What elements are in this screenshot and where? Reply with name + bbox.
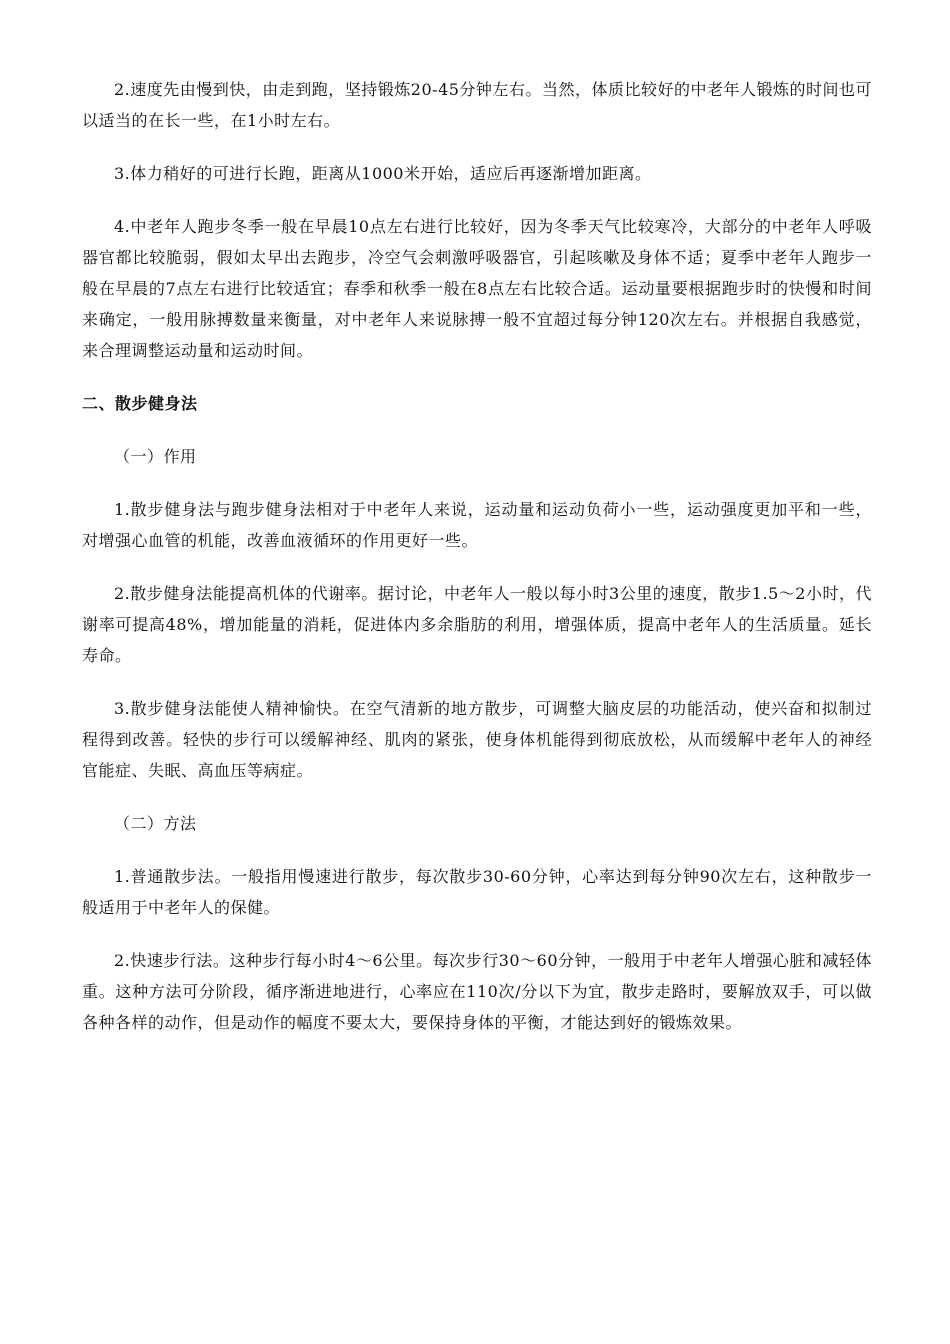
- section-heading-walking: 二、散步健身法: [82, 394, 198, 413]
- paragraph-method-2: 2.快速步行法。这种步行每小时4～6公里。每次步行30～60分钟，一般用于中老年人增强心脏和减轻体重。这种方法可分阶段，循序渐进地进行，心率应在110次/分以下为宜，散步走路时，要解放双手，可以做各种各样的动作，但是动作的幅度不要太大，要保持身体的平衡，才能达到好的锻炼效果。: [82, 951, 872, 1032]
- paragraph-effect-2: 2.散步健身法能提高机体的代谢率。据讨论，中老年人一般以每小时3公里的速度，散步1.5～2小时，代谢率可提高48%，增加能量的消耗，促进体内多余脂肪的利用，增强体质，提高中老年人的生活质量。延长寿命。: [82, 584, 872, 665]
- paragraph-running-2: 2.速度先由慢到快，由走到跑，坚持锻炼20-45分钟左右。当然，体质比较好的中老年人锻炼的时间也可以适当的在长一些，在1小时左右。: [82, 80, 872, 130]
- paragraph-running-3: 3.体力稍好的可进行长跑，距离从1000米开始，适应后再逐渐增加距离。: [114, 164, 652, 183]
- paragraph-effect-1: 1.散步健身法与跑步健身法相对于中老年人来说，运动量和运动负荷小一些，运动强度更加平和一些，对增强心血管的机能，改善血液循环的作用更好一些。: [82, 500, 872, 550]
- paragraph-effect-3: 3.散步健身法能使人精神愉快。在空气清新的地方散步，可调整大脑皮层的功能活动，使兴奋和拟制过程得到改善。轻快的步行可以缓解神经、肌肉的紧张，使身体机能得到彻底放松，从而缓解中老年人的神经官能症、失眠、高血压等病症。: [82, 699, 872, 780]
- paragraph-method-1: 1.普通散步法。一般指用慢速进行散步，每次散步30-60分钟，心率达到每分钟90次左右，这种散步一般适用于中老年人的保健。: [82, 867, 872, 917]
- paragraph-running-4: 4.中老年人跑步冬季一般在早晨10点左右进行比较好，因为冬季天气比较寒冷，大部分的中老年人呼吸器官都比较脆弱，假如太早出去跑步，冷空气会刺激呼吸器官，引起咳嗽及身体不适；夏季中老年人跑步一般在早晨的7点左右进行比较适宜；春季和秋季一般在8点左右比较合适。运动量要根据跑步时的快慢和时间来确定，一般用脉搏数量来衡量，对中老年人来说脉搏一般不宜超过每分钟120次左右。并根据自我感觉，来合理调整运动量和运动时间。: [82, 217, 872, 360]
- subheading-methods: （二）方法: [114, 814, 197, 833]
- subheading-effects: （一）作用: [114, 447, 197, 466]
- document-page: [82, 74, 872, 1060]
